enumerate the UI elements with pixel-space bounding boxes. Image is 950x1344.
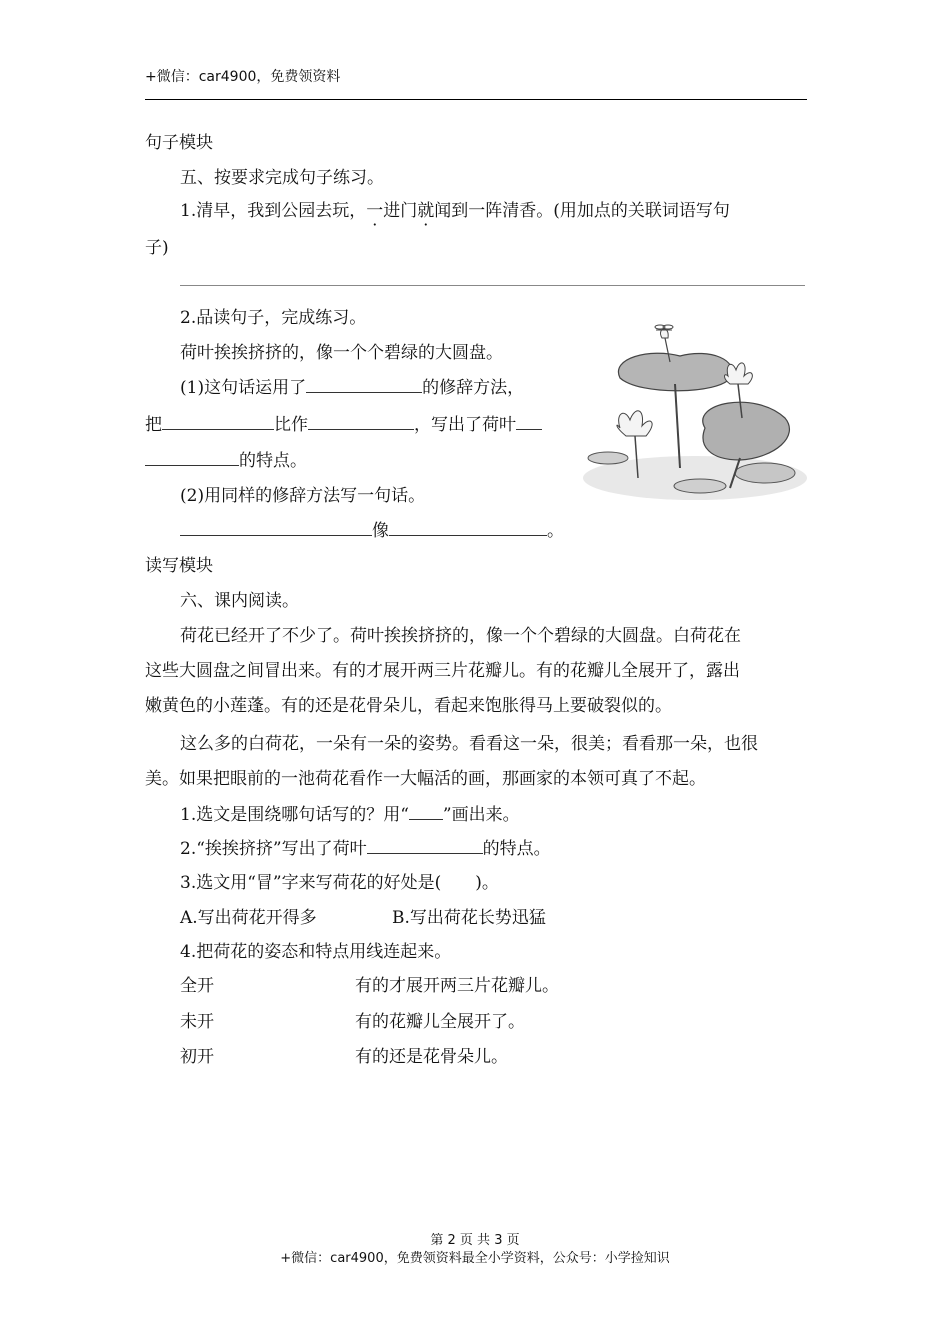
reading-q3: 3.选文用“冒”字来写荷花的好处是( )。 [180, 873, 499, 893]
q2-sub1-d: 比作 [274, 415, 308, 435]
passage-line-4: 这么多的白荷花，一朵有一朵的姿势。看看这一朵，很美；看看那一朵，也很 [180, 734, 758, 754]
reading-q2 [180, 834, 551, 859]
match-right-2[interactable]: 有的花瓣儿全展开了。 [355, 1012, 525, 1032]
feature-blank-b[interactable] [145, 447, 239, 466]
stem-main [675, 384, 680, 468]
lotus-leaf-right [703, 402, 790, 460]
q1-part-c: 闻到一阵清香。(用加点的关联词语写句 [434, 201, 730, 221]
reading-q2-a: 2.“挨挨挤挤”写出了荷叶 [180, 839, 367, 859]
q1-line1 [180, 196, 730, 221]
q2-sub1-line1 [180, 373, 524, 398]
match-left-3[interactable]: 初开 [180, 1047, 214, 1067]
q2-sub2-title: (2)用同样的修辞方法写一句话。 [180, 486, 426, 506]
q1-part-b: 进门 [383, 201, 418, 221]
header-text: +微信：car4900，免费领资料 [145, 69, 341, 85]
q2-sub1-line3 [145, 446, 307, 471]
q2-sub1-e: ，写出了荷叶 [414, 415, 516, 435]
q2-sub1-f: 的特点。 [239, 451, 307, 471]
page-number: 第 2 页 共 3 页 [430, 1233, 520, 1248]
lotus-illustration [580, 318, 810, 508]
underline-sample [409, 801, 443, 820]
reading-q1-a: 1.选文是围绕哪句话写的？用“ [180, 805, 409, 825]
match-right-3[interactable]: 有的还是花骨朵儿。 [355, 1047, 508, 1067]
q2-sub2-end: 。 [547, 521, 564, 541]
pad-small-right [735, 463, 795, 483]
q1-answer-line[interactable] [180, 285, 805, 286]
subject-blank[interactable] [162, 411, 274, 430]
pad-small-front [674, 479, 726, 493]
q2-title: 2.品读句子，完成练习。 [180, 308, 367, 328]
q2-sub1-b: 的修辞方法， [422, 378, 525, 398]
option-a[interactable]: A.写出荷花开得多 [180, 908, 317, 928]
q2-sentence: 荷叶挨挨挤挤的，像一个个碧绿的大圆盘。 [180, 343, 503, 363]
header-rule [145, 99, 807, 100]
section5-title: 五、按要求完成句子练习。 [180, 168, 384, 188]
section6-title: 六、课内阅读。 [180, 591, 299, 611]
q2-sub1-c: 把 [145, 415, 162, 435]
q2-sub1-line2 [145, 410, 542, 435]
passage-line-1: 荷花已经开了不少了。荷叶挨挨挤挤的，像一个个碧绿的大圆盘。白荷花在 [180, 626, 741, 646]
match-left-1[interactable]: 全开 [180, 976, 214, 996]
reading-q4: 4.把荷花的姿态和特点用线连起来。 [180, 942, 452, 962]
reading-module-title: 读写模块 [145, 556, 213, 576]
pad-small-left [588, 452, 628, 464]
object-blank[interactable] [308, 411, 414, 430]
reading-q2-b: 的特点。 [482, 839, 551, 859]
q2-sub2-mid: 像 [372, 521, 389, 541]
q1-dotted-1: 一 [366, 201, 384, 221]
q1-line2: 子) [145, 238, 169, 258]
q2-sub2-line [180, 516, 564, 541]
reading-q1-b: ”画出来。 [442, 805, 520, 825]
simile-blank-b[interactable] [389, 517, 547, 536]
q1-dotted-2: 就 [417, 201, 435, 221]
passage-line-3: 嫩黄色的小莲蓬。有的还是花骨朵儿，看起来饱胀得马上要破裂似的。 [145, 696, 672, 716]
sentence-module-title: 句子模块 [145, 133, 213, 153]
reading-q1 [180, 800, 520, 825]
passage-line-5: 美。如果把眼前的一池荷花看作一大幅活的画，那画家的本领可真了不起。 [145, 769, 706, 789]
rhetoric-blank[interactable] [306, 374, 422, 393]
option-b[interactable]: B.写出荷花长势迅猛 [392, 908, 546, 928]
passage-line-2: 这些大圆盘之间冒出来。有的才展开两三片花瓣儿。有的花瓣儿全展开了，露出 [145, 661, 740, 681]
feature-blank-a[interactable] [516, 411, 542, 430]
match-left-2[interactable]: 未开 [180, 1012, 214, 1032]
q2-sub1-a: (1)这句话运用了 [180, 378, 307, 398]
q1-part-a: 1.清早，我到公园去玩， [180, 201, 367, 221]
leaf-feature-blank[interactable] [367, 835, 483, 854]
simile-blank-a[interactable] [180, 517, 372, 536]
footer-note: +微信：car4900，免费领资料最全小学资料，公众号：小学捡知识 [280, 1251, 670, 1266]
match-right-1[interactable]: 有的才展开两三片花瓣儿。 [355, 976, 559, 996]
